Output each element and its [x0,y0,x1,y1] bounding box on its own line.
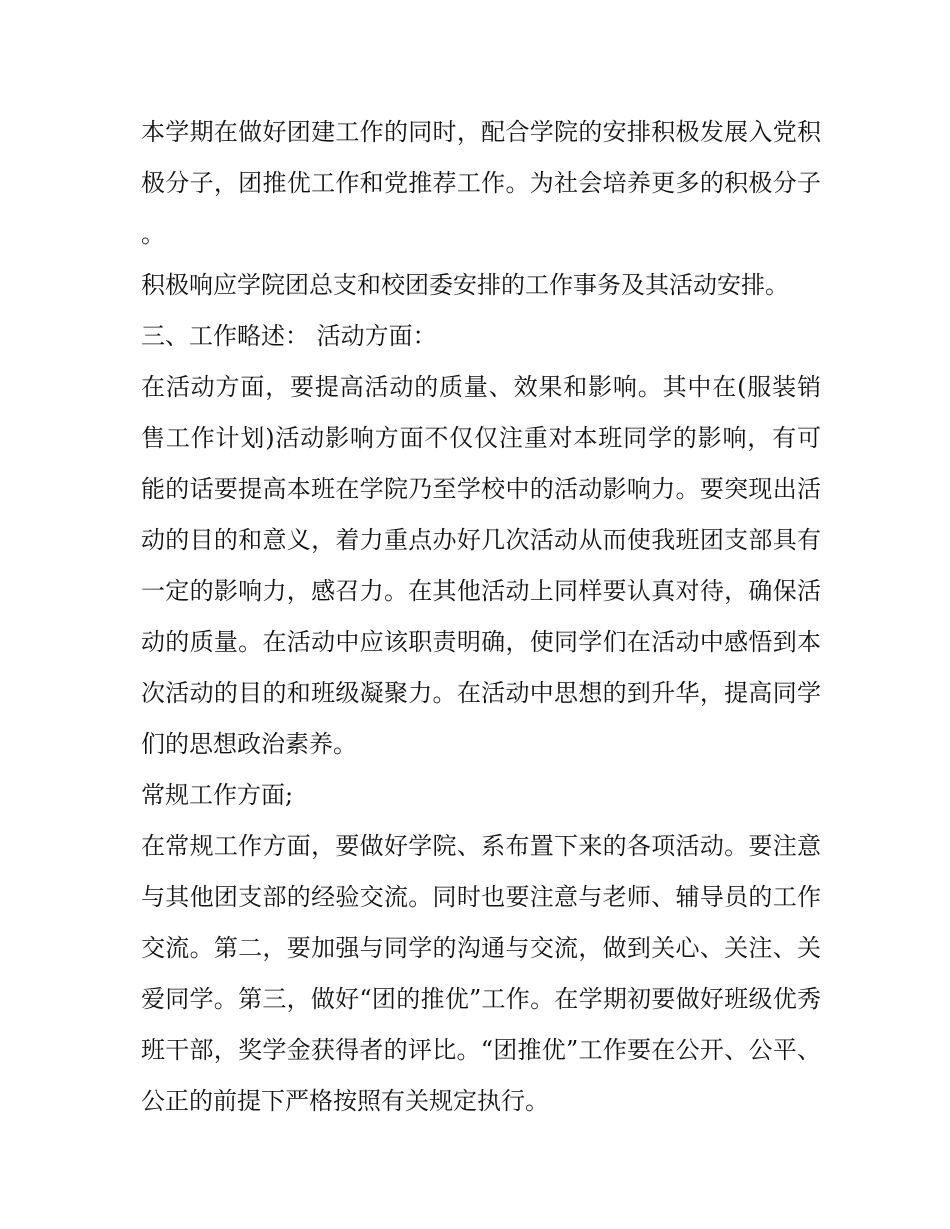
subheading-routine-work: 常规工作方面; [141,781,294,809]
paragraph-activities: 在活动方面，要提高活动的质量、效果和影响。其中在(服装销售工作计划)活动影响方面不仅仅注重对本班同学的影响，有可能的话要提高本班在学院乃至学校中的活动影响力。要突现出活动的目的和意义，着力重点办好几次活动从而使我班团支部具有一定的影响力，感召力。在其他活动上同样要认真对待，确保活动的质量。在活动中应该职责明确，使同学们在活动中感悟到本次活动的目的和班级凝聚力。在活动中思想的到升华，提高同学们的思想政治素养。 [141,373,821,758]
paragraph-routine-work: 在常规工作方面，要做好学院、系布置下来的各项活动。要注意与其他团支部的经验交流。同时也要注意与老师、辅导员的工作交流。第二，要加强与同学的沟通与交流，做到关心、关注、关爱同学。第三，做好“团的推优”工作。在学期初要做好班级优秀班干部，奖学金获得者的评比。“团推优”工作要在公开、公平、公正的前提下严格按照有关规定执行。 [141,832,821,1115]
document-body [141,107,821,1127]
paragraph-party-development: 本学期在做好团建工作的同时，配合学院的安排积极发展入党积极分子，团推优工作和党推荐工作。为社会培养更多的积极分子。 [141,118,821,248]
paragraph-respond-arrangements: 积极响应学院团总支和校团委安排的工作事务及其活动安排。 [141,271,789,299]
section-heading-work-overview: 三、工作略述： 活动方面： [141,322,437,350]
